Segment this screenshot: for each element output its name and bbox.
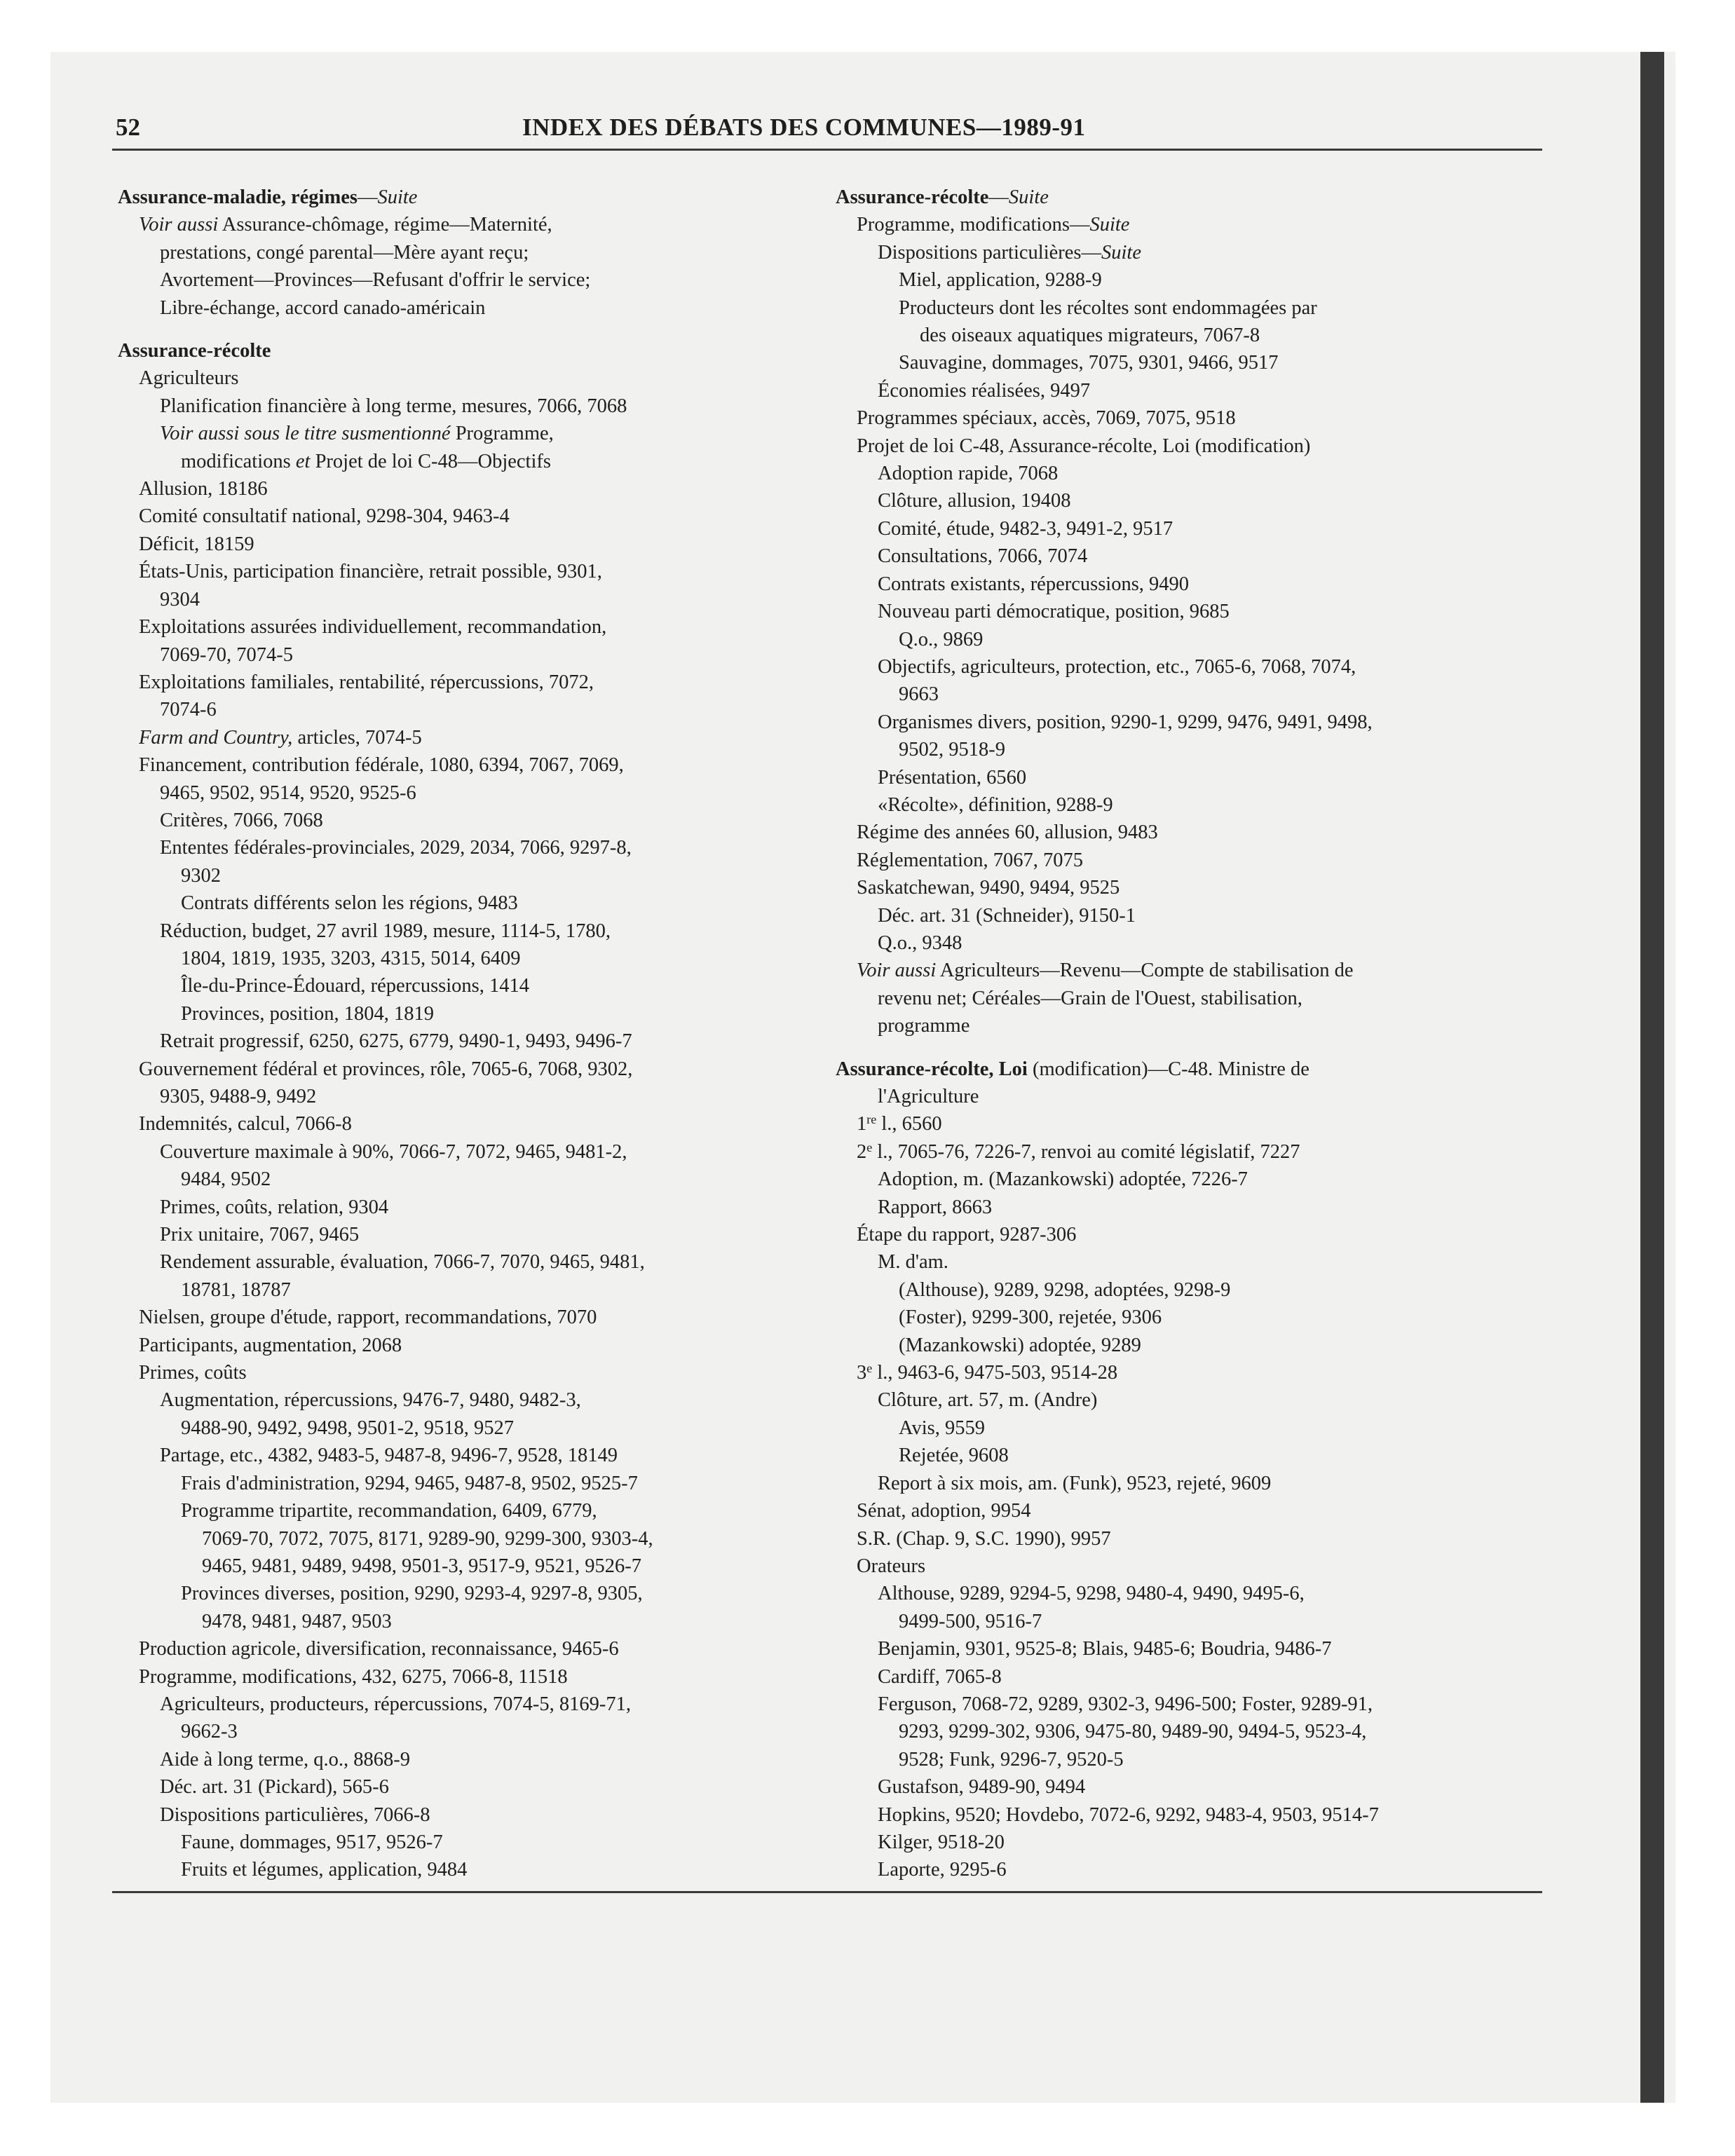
index-entry-text: e	[866, 1361, 873, 1376]
index-entry-text: Déficit, 18159	[139, 533, 254, 555]
index-entry-text: Participants, augmentation, 2068	[139, 1334, 402, 1356]
index-column-right	[836, 184, 1537, 1884]
index-entry	[118, 1221, 819, 1248]
index-entry-text: Adoption, m. (Mazankowski) adoptée, 7226-7	[878, 1168, 1248, 1191]
index-entry	[836, 1691, 1537, 1718]
index-entry-text: Voir aussi	[139, 214, 219, 236]
index-entry	[836, 543, 1537, 570]
index-entry-text: Exploitations familiales, rentabilité, répercussions, 7072,	[139, 671, 594, 693]
index-entry	[118, 1248, 819, 1276]
index-entry	[118, 558, 819, 585]
index-entry-text: Dispositions particulières—	[878, 241, 1101, 264]
index-entry-text: Suite	[377, 186, 418, 208]
index-entry	[118, 862, 819, 889]
index-entry	[836, 874, 1537, 901]
index-entry-text: 9502, 9518-9	[899, 739, 1005, 761]
index-entry	[836, 1056, 1537, 1083]
index-entry-text: Planification financière à long terme, mesures, 7066, 7068	[160, 395, 627, 417]
index-entry-text: Voir aussi sous le titre susmentionné	[160, 423, 451, 445]
index-entry	[836, 1194, 1537, 1221]
index-entry	[836, 1386, 1537, 1414]
index-entry	[118, 779, 819, 807]
index-entry-text: 7074-6	[160, 699, 217, 721]
index-entry-text: 9662-3	[181, 1721, 238, 1743]
index-entry-text: 7069-70, 7074-5	[160, 643, 293, 666]
page-number: 52	[116, 114, 140, 141]
index-entry	[118, 1801, 819, 1829]
index-entry	[118, 696, 819, 723]
index-entry	[836, 184, 1537, 211]
index-entry-text: programme	[878, 1015, 970, 1037]
index-entry-text: e	[866, 1140, 873, 1154]
index-entry-text: Q.o., 9869	[899, 628, 984, 650]
index-entry	[118, 1829, 819, 1856]
footer-rule	[112, 1891, 1542, 1893]
index-entry-text: Primes, coûts, relation, 9304	[160, 1196, 389, 1218]
index-entry-text: États-Unis, participation financière, retrait possible, 9301,	[139, 561, 602, 583]
index-entry-text: Comité consultatif national, 9298-304, 9463-4	[139, 505, 510, 528]
index-entry	[836, 902, 1537, 929]
index-entry	[118, 1746, 819, 1773]
index-entry	[836, 1012, 1537, 1039]
index-entry	[836, 266, 1537, 294]
index-entry-text: Assurance-chômage, régime—Maternité,	[218, 214, 552, 236]
index-entry-text: Miel, application, 9288-9	[899, 269, 1102, 292]
index-entry-text: Report à six mois, am. (Funk), 9523, rejeté, 9609	[878, 1472, 1272, 1494]
index-entry-text: Prix unitaire, 7067, 9465	[160, 1224, 360, 1246]
index-entry-text: Indemnités, calcul, 7066-8	[139, 1113, 352, 1135]
index-entry-text: Dispositions particulières, 7066-8	[160, 1803, 430, 1826]
index-entry-text: 9663	[899, 683, 939, 706]
index-entry-text: Déc. art. 31 (Pickard), 565-6	[160, 1776, 389, 1799]
index-entry	[836, 322, 1537, 349]
index-entry-text: Fruits et légumes, application, 9484	[181, 1859, 468, 1881]
index-entry	[836, 1746, 1537, 1773]
index-entry-text: (Althouse), 9289, 9298, adoptées, 9298-9	[899, 1278, 1231, 1301]
index-entry	[836, 819, 1537, 846]
scan-edge-shadow	[1640, 52, 1664, 2103]
index-entry	[118, 266, 819, 294]
index-entry	[836, 1497, 1537, 1524]
index-entry-text: 9488-90, 9492, 9498, 9501-2, 9518, 9527	[181, 1417, 514, 1439]
index-entry-text: Allusion, 18186	[139, 478, 268, 500]
index-column-left	[118, 184, 819, 1884]
index-entry-text: articles, 7074-5	[292, 726, 422, 749]
index-entry	[836, 1304, 1537, 1331]
index-entry-text: Cardiff, 7065-8	[878, 1665, 1002, 1688]
index-entry-text: 1	[857, 1113, 867, 1135]
index-entry-text: Gustafson, 9489-90, 9494	[878, 1776, 1086, 1799]
index-entry	[836, 571, 1537, 598]
index-entry	[118, 531, 819, 558]
index-entry	[836, 847, 1537, 874]
index-entry	[836, 1083, 1537, 1110]
index-entry-text: Contrats différents selon les régions, 9483	[181, 892, 518, 915]
index-entry	[118, 1718, 819, 1745]
index-entry	[118, 1442, 819, 1469]
index-entry-text: Couverture maximale à 90%, 7066-7, 7072, 9465, 9481-2,	[160, 1140, 627, 1163]
index-entry-text: 9465, 9502, 9514, 9520, 9525-6	[160, 782, 416, 804]
index-entry-text: Réduction, budget, 27 avril 1989, mesure, 1114-5, 1780,	[160, 920, 611, 942]
index-entry	[836, 985, 1537, 1012]
index-entry-text: Kilger, 9518-20	[878, 1831, 1005, 1853]
index-entry	[118, 613, 819, 641]
index-entry-text: Programme,	[450, 423, 554, 445]
index-entry-text: 9293, 9299-302, 9306, 9475-80, 9489-90, 9494-5, 9523-4,	[899, 1721, 1367, 1743]
index-entry	[118, 393, 819, 420]
index-entry-text: l'Agriculture	[878, 1086, 979, 1107]
index-entry	[118, 1028, 819, 1055]
index-entry	[118, 1691, 819, 1718]
index-entry	[118, 1553, 819, 1580]
index-entry-text: 9305, 9488-9, 9492	[160, 1086, 317, 1107]
index-entry	[836, 1663, 1537, 1691]
index-entry-text: Assurance-récolte, Loi	[836, 1058, 1028, 1080]
index-entry	[118, 1332, 819, 1359]
index-entry-text: Projet de loi C-48, Assurance-récolte, Loi (modification)	[857, 435, 1311, 457]
index-entry	[118, 503, 819, 530]
index-entry	[836, 211, 1537, 238]
index-entry	[836, 653, 1537, 681]
index-entry-text: (Foster), 9299-300, rejetée, 9306	[899, 1306, 1162, 1329]
index-entry	[118, 239, 819, 266]
index-entry-text: Réglementation, 7067, 7075	[857, 849, 1083, 871]
index-entry-text: Avortement—Provinces—Refusant d'offrir le service;	[160, 269, 591, 292]
index-entry	[836, 764, 1537, 791]
index-entry-text: 9499-500, 9516-7	[899, 1610, 1042, 1632]
index-entry	[836, 626, 1537, 653]
index-entry	[118, 1414, 819, 1442]
index-entry-text: Saskatchewan, 9490, 9494, 9525	[857, 877, 1120, 899]
index-entry	[836, 957, 1537, 984]
index-entry	[118, 294, 819, 322]
index-entry	[118, 1608, 819, 1635]
index-entry-text: —	[357, 186, 378, 208]
index-entry-text: Frais d'administration, 9294, 9465, 9487-8, 9502, 9525-7	[181, 1472, 638, 1494]
index-entry-text: Régime des années 60, allusion, 9483	[857, 821, 1158, 844]
index-entry	[118, 211, 819, 238]
index-entry	[118, 1635, 819, 1663]
index-entry-text: des oiseaux aquatiques migrateurs, 7067-8	[920, 325, 1260, 347]
index-entry-text: Financement, contribution fédérale, 1080, 6394, 7067, 7069,	[139, 754, 624, 777]
index-entry-text: S.R. (Chap. 9, S.C. 1990), 9957	[857, 1527, 1111, 1550]
index-entry-text: Ferguson, 7068-72, 9289, 9302-3, 9496-500; Foster, 9289-91,	[878, 1693, 1373, 1715]
index-entry-text: Aide à long terme, q.o., 8868-9	[160, 1748, 410, 1770]
index-entry-text: M. d'am.	[878, 1251, 948, 1274]
index-entry	[118, 448, 819, 475]
index-entry-text: (Mazankowski) adoptée, 9289	[899, 1334, 1141, 1356]
index-entry	[836, 1470, 1537, 1497]
index-entry	[118, 807, 819, 834]
index-entry-text: Provinces, position, 1804, 1819	[181, 1002, 434, 1025]
index-entry	[118, 1110, 819, 1138]
index-entry-text: Nouveau parti démocratique, position, 9685	[878, 601, 1230, 623]
index-entry-text: 9478, 9481, 9487, 9503	[202, 1610, 392, 1632]
index-entry-text: et	[295, 450, 311, 472]
index-entry-text: 2	[857, 1140, 867, 1163]
index-entry	[118, 917, 819, 945]
index-entry	[118, 1525, 819, 1553]
index-entry-text: Économies réalisées, 9497	[878, 379, 1091, 402]
index-entry	[118, 1773, 819, 1801]
index-entry-text: 1804, 1819, 1935, 3203, 4315, 5014, 6409	[181, 947, 521, 969]
index-entry	[118, 1194, 819, 1221]
index-entry-text: modifications	[181, 450, 296, 472]
index-entry	[836, 1718, 1537, 1745]
index-entry	[118, 1359, 819, 1386]
index-entry-text: Contrats existants, répercussions, 9490	[878, 573, 1190, 595]
index-entry	[836, 1166, 1537, 1193]
index-entry-text: Agriculteurs	[139, 367, 239, 390]
index-entry	[836, 515, 1537, 543]
index-entry-text: Consultations, 7066, 7074	[878, 545, 1088, 568]
index-entry	[118, 1497, 819, 1524]
index-entry-text: Projet de loi C-48—Objectifs	[310, 450, 551, 472]
index-entry	[836, 377, 1537, 404]
index-entry-text: Étape du rapport, 9287-306	[857, 1224, 1077, 1246]
index-entry-text: 9302	[181, 864, 221, 887]
index-entry-text: Agriculteurs, producteurs, répercussions, 7074-5, 8169-71,	[160, 1693, 631, 1715]
index-entry-text: Adoption rapide, 7068	[878, 463, 1059, 485]
index-entry	[118, 475, 819, 503]
index-entry-text: Hopkins, 9520; Hovdebo, 7072-6, 9292, 9483-4, 9503, 9514-7	[878, 1803, 1379, 1826]
index-entry-text: Rejetée, 9608	[899, 1445, 1009, 1467]
index-entry-text: 3	[857, 1362, 867, 1384]
index-entry-text: Déc. art. 31 (Schneider), 9150-1	[878, 904, 1136, 927]
index-entry-text: l., 7065-76, 7226-7, renvoi au comité législatif, 7227	[872, 1140, 1300, 1163]
index-entry-text: 9528; Funk, 9296-7, 9520-5	[899, 1748, 1124, 1770]
index-entry-text: Objectifs, agriculteurs, protection, etc., 7065-6, 7068, 7074,	[878, 655, 1356, 678]
index-entry	[118, 1580, 819, 1607]
index-entry-text: Programme, modifications—	[857, 214, 1090, 236]
index-entry	[118, 669, 819, 696]
index-entry-text: Laporte, 9295-6	[878, 1859, 1007, 1881]
index-entry	[836, 1773, 1537, 1801]
index-entry-text: Clôture, art. 57, m. (Andre)	[878, 1389, 1098, 1412]
index-entry-text: Benjamin, 9301, 9525-8; Blais, 9485-6; Boudria, 9486-7	[878, 1638, 1332, 1660]
index-entry	[118, 1056, 819, 1083]
index-entry	[836, 1580, 1537, 1607]
index-entry	[836, 1801, 1537, 1829]
index-entry	[836, 349, 1537, 376]
index-entry	[836, 929, 1537, 957]
index-entry-text: Organismes divers, position, 9290-1, 9299, 9476, 9491, 9498,	[878, 711, 1373, 733]
index-entry	[836, 598, 1537, 625]
index-entry	[118, 1138, 819, 1166]
index-entry-text: Nielsen, groupe d'étude, rapport, recommandations, 7070	[139, 1306, 597, 1329]
index-entry	[118, 1276, 819, 1304]
index-entry-text: re	[866, 1112, 877, 1127]
index-entry-text: l., 9463-6, 9475-503, 9514-28	[872, 1362, 1118, 1384]
index-entry	[836, 709, 1537, 736]
index-entry-text: Assurance-récolte	[118, 340, 271, 362]
index-entry	[836, 1829, 1537, 1856]
index-entry-text: Althouse, 9289, 9294-5, 9298, 9480-4, 9490, 9495-6,	[878, 1583, 1305, 1605]
index-entry	[836, 736, 1537, 763]
index-entry	[836, 1221, 1537, 1248]
index-entry-text: Ententes fédérales-provinciales, 2029, 2034, 7066, 9297-8,	[160, 837, 632, 859]
index-entry-text: 9304	[160, 588, 200, 610]
index-entry	[836, 1553, 1537, 1580]
index-entry-text: Retrait progressif, 6250, 6275, 6779, 9490-1, 9493, 9496-7	[160, 1030, 632, 1053]
index-entry	[118, 945, 819, 972]
index-entry	[118, 420, 819, 447]
index-entry	[118, 184, 819, 211]
index-entry-text: Programmes spéciaux, accès, 7069, 7075, 9518	[857, 407, 1236, 430]
index-entry-text: —	[988, 186, 1009, 208]
index-entry-text: Producteurs dont les récoltes sont endommagées par	[899, 296, 1317, 319]
index-entry-text: Critères, 7066, 7068	[160, 809, 323, 831]
index-entry-text: Primes, coûts	[139, 1362, 247, 1384]
index-entry	[836, 1276, 1537, 1304]
index-entry-text: Augmentation, répercussions, 9476-7, 9480, 9482-3,	[160, 1389, 581, 1412]
index-entry-text: Sauvagine, dommages, 7075, 9301, 9466, 9517	[899, 352, 1279, 374]
index-entry-text: revenu net; Céréales—Grain de l'Ouest, stabilisation,	[878, 987, 1302, 1009]
running-title: INDEX DES DÉBATS DES COMMUNES—1989-91	[522, 114, 1086, 141]
index-entry-text: Agriculteurs—Revenu—Compte de stabilisation de	[936, 960, 1354, 982]
index-entry	[118, 337, 819, 364]
index-entry-text: Rapport, 8663	[878, 1196, 993, 1218]
index-entry-text: 9484, 9502	[181, 1168, 271, 1191]
index-entry-text: Île-du-Prince-Édouard, répercussions, 1414	[181, 975, 530, 997]
index-entry	[118, 834, 819, 861]
index-entry-text: Orateurs	[857, 1555, 926, 1577]
index-entry	[836, 1110, 1537, 1138]
index-entry-text: «Récolte», définition, 9288-9	[878, 793, 1113, 816]
index-entry	[836, 1138, 1537, 1166]
index-entry-text: Assurance-récolte	[836, 186, 989, 208]
index-entry-text: 18781, 18787	[181, 1278, 291, 1301]
index-entry	[118, 724, 819, 751]
index-entry	[836, 487, 1537, 514]
index-entry-text: Programme tripartite, recommandation, 6409, 6779,	[181, 1500, 597, 1522]
index-entry-text: Exploitations assurées individuellement, recommandation,	[139, 616, 607, 639]
index-entry	[118, 1470, 819, 1497]
index-entry	[836, 1442, 1537, 1469]
index-entry	[118, 1386, 819, 1414]
index-entry-text: Provinces diverses, position, 9290, 9293-4, 9297-8, 9305,	[181, 1583, 643, 1605]
index-entry-text: Libre-échange, accord canado-américain	[160, 296, 486, 319]
index-entry	[118, 889, 819, 917]
index-entry	[836, 460, 1537, 487]
index-entry	[836, 294, 1537, 322]
index-entry-text: Farm and Country,	[139, 726, 293, 749]
index-entry-text: Faune, dommages, 9517, 9526-7	[181, 1831, 443, 1853]
index-entry-text: Voir aussi	[857, 960, 937, 982]
index-entry	[836, 1359, 1537, 1386]
index-entry	[836, 239, 1537, 266]
index-entry	[118, 1663, 819, 1691]
index-entry-text: Présentation, 6560	[878, 766, 1027, 789]
index-entry-text: (modification)—C-48. Ministre de	[1027, 1058, 1309, 1080]
index-entry	[836, 791, 1537, 819]
index-entry-text: Suite	[1089, 214, 1130, 236]
index-entry	[836, 432, 1537, 460]
index-entry	[836, 1525, 1537, 1553]
index-entry-text: Q.o., 9348	[878, 932, 962, 954]
index-entry	[836, 404, 1537, 432]
index-entry	[118, 1083, 819, 1110]
index-entry-text: Rendement assurable, évaluation, 7066-7, 7070, 9465, 9481,	[160, 1251, 645, 1274]
index-entry-text: Avis, 9559	[899, 1417, 985, 1439]
running-head	[116, 114, 1539, 147]
index-entry	[836, 1248, 1537, 1276]
index-entry	[118, 751, 819, 779]
index-entry-text: Suite	[1008, 186, 1049, 208]
index-entry-text: Sénat, adoption, 9954	[857, 1500, 1031, 1522]
index-entry-text: Partage, etc., 4382, 9483-5, 9487-8, 9496-7, 9528, 18149	[160, 1445, 618, 1467]
index-entry	[118, 972, 819, 999]
index-entry-text: Assurance-maladie, régimes	[118, 186, 358, 208]
index-entry	[118, 364, 819, 392]
index-entry-text: 7069-70, 7072, 7075, 8171, 9289-90, 9299-300, 9303-4,	[202, 1527, 653, 1550]
index-entry	[836, 681, 1537, 708]
index-entry-text: Suite	[1101, 241, 1141, 264]
index-entry-text: Comité, étude, 9482-3, 9491-2, 9517	[878, 517, 1173, 540]
index-entry-text: l., 6560	[876, 1113, 942, 1135]
index-entry	[836, 1414, 1537, 1442]
index-entry	[118, 1166, 819, 1193]
index-entry	[836, 1635, 1537, 1663]
index-entry	[118, 1000, 819, 1028]
index-entry-text: Gouvernement fédéral et provinces, rôle, 7065-6, 7068, 9302,	[139, 1058, 633, 1080]
index-entry-text: Clôture, allusion, 19408	[878, 490, 1071, 512]
index-entry	[118, 1856, 819, 1883]
header-rule	[112, 149, 1542, 151]
index-entry	[836, 1608, 1537, 1635]
index-entry	[118, 1304, 819, 1331]
index-entry-text: Programme, modifications, 432, 6275, 7066-8, 11518	[139, 1665, 568, 1688]
index-entry	[836, 1856, 1537, 1883]
index-entry-text: prestations, congé parental—Mère ayant reçu;	[160, 241, 529, 264]
index-entry	[836, 1332, 1537, 1359]
index-entry-text: Production agricole, diversification, reconnaissance, 9465-6	[139, 1638, 619, 1660]
index-entry	[118, 641, 819, 669]
index-entry	[118, 586, 819, 613]
index-entry-text: 9465, 9481, 9489, 9498, 9501-3, 9517-9, 9521, 9526-7	[202, 1555, 641, 1577]
